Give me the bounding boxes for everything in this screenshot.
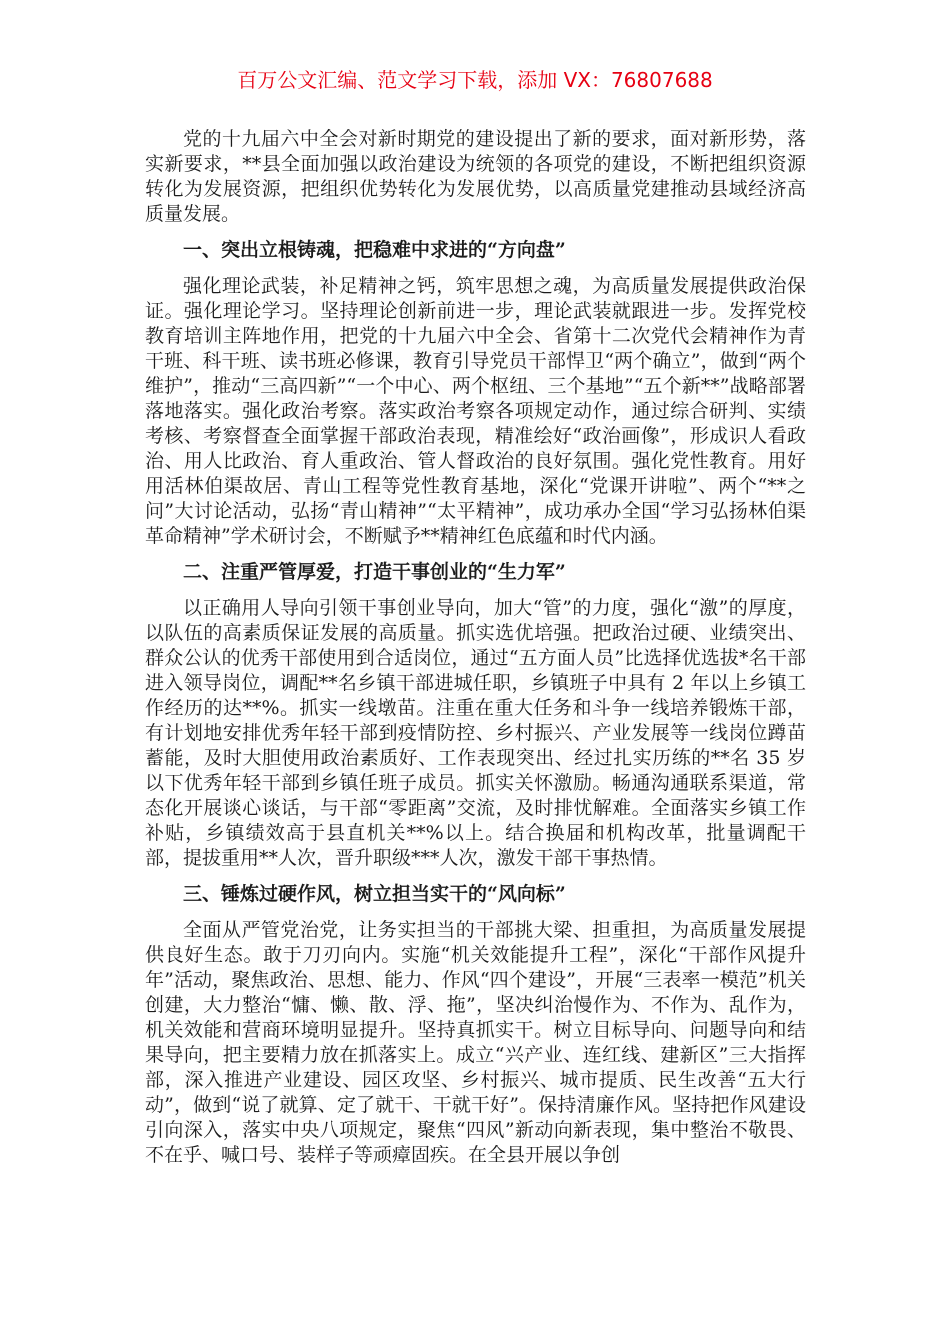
section-3 xyxy=(145,882,806,1168)
section-paragraph: 全面从严管党治党，让务实担当的干部挑大梁、担重担，为高质量发展提供良好生态。敢于刀刃向内。实施“机关效能提升工程”，深化“干部作风提升年”活动，聚焦政治、思想、能力、作风“四个建设”，开展“三表率一模范”机关创建，大力整治“慵、懒、散、浮、拖”，坚决纠治慢作为、不作为、乱作为，机关效能和营商环境明显提升。坚持真抓实干。树立目标导向、问题导向和结果导向，把主要精力放在抓落实上。成立“兴产业、连红线、建新区”三大指挥部，深入推进产业建设、园区攻坚、乡村振兴、城市提质、民生改善“五大行动”，做到“说了就算、定了就干、干就干好”。保持清廉作风。坚持把作风建设引向深入，落实中央八项规定，聚焦“四风”新动向新表现，集中整治不敬畏、不在乎、喊口号、装样子等顽瘴固疾。在全县开展以争创 xyxy=(145,919,806,1166)
intro-paragraph: 党的十九届六中全会对新时期党的建设提出了新的要求，面对新形势，落实新要求，**县全面加强以政治建设为统领的各项党的建设，不断把组织资源转化为发展资源，把组织优势转化为发展优势，以高质量党建推动县域经济高质量发展。 xyxy=(145,128,806,225)
section-heading: 二、注重严管厚爱，打造干事创业的“生力军” xyxy=(183,561,566,583)
document-body xyxy=(145,127,806,1179)
section-heading: 一、突出立根铸魂，把稳难中求进的“方向盘” xyxy=(183,239,566,261)
section-heading: 三、锤炼过硬作风，树立担当实干的“风向标” xyxy=(183,883,566,905)
section-1 xyxy=(145,238,806,549)
section-2 xyxy=(145,560,806,871)
section-paragraph: 强化理论武装，补足精神之钙，筑牢思想之魂，为高质量发展提供政治保证。强化理论学习。坚持理论创新前进一步，理论武装就跟进一步。发挥党校教育培训主阵地作用，把党的十九届六中全会、省第十二次党代会精神作为青干班、科干班、读书班必修课，教育引导党员干部悍卫“两个确立”，做到“两个维护”，推动“三高四新”“一个中心、两个枢纽、三个基地”“五个新**”战略部署落地落实。强化政治考察。落实政治考察各项规定动作，通过综合研判、实绩考核、考察督查全面掌握干部政治表现，精准绘好“政治画像”，形成识人看政治、用人比政治、育人重政治、管人督政治的良好氛围。强化党性教育。用好用活林伯渠故居、青山工程等党性教育基地，深化“党课开讲啦”、两个“**之问”大讨论活动，弘扬“青山精神”“太平精神”，成功承办全国“学习弘扬林伯渠革命精神”学术研讨会，不断赋予**精神红色底蕴和时代内涵。 xyxy=(145,275,806,547)
section-paragraph: 以正确用人导向引领干事创业导向，加大“管”的力度，强化“激”的厚度，以队伍的高素质保证发展的高质量。抓实选优培强。把政治过硬、业绩突出、群众公认的优秀干部使用到合适岗位，通过“五方面人员”比选择优选拔*名干部进入领导岗位，调配**名乡镇干部进城任职，乡镇班子中具有 2 年以上乡镇工作经历的达**%。抓实一线墩苗。注重在重大任务和斗争一线培养锻炼干部，有计划地安排优秀年轻干部到疫情防控、乡村振兴、产业发展等一线岗位蹲苗蓄能，及时大胆使用政治素质好、工作表现突出、经过扎实历练的**名 35 岁以下优秀年轻干部到乡镇任班子成员。抓实关怀激励。畅通沟通联系渠道，常态化开展谈心谈话，与干部“零距离”交流，及时排忧解难。全面落实乡镇工作补贴，乡镇绩效高于县直机关**%以上。结合换届和机构改革，批量调配干部，提拔重用**人次，晋升职级***人次，激发干部干事热情。 xyxy=(145,597,806,869)
document-header: 百万公文汇编、范文学习下载，添加 VX：76807688 xyxy=(237,68,713,92)
